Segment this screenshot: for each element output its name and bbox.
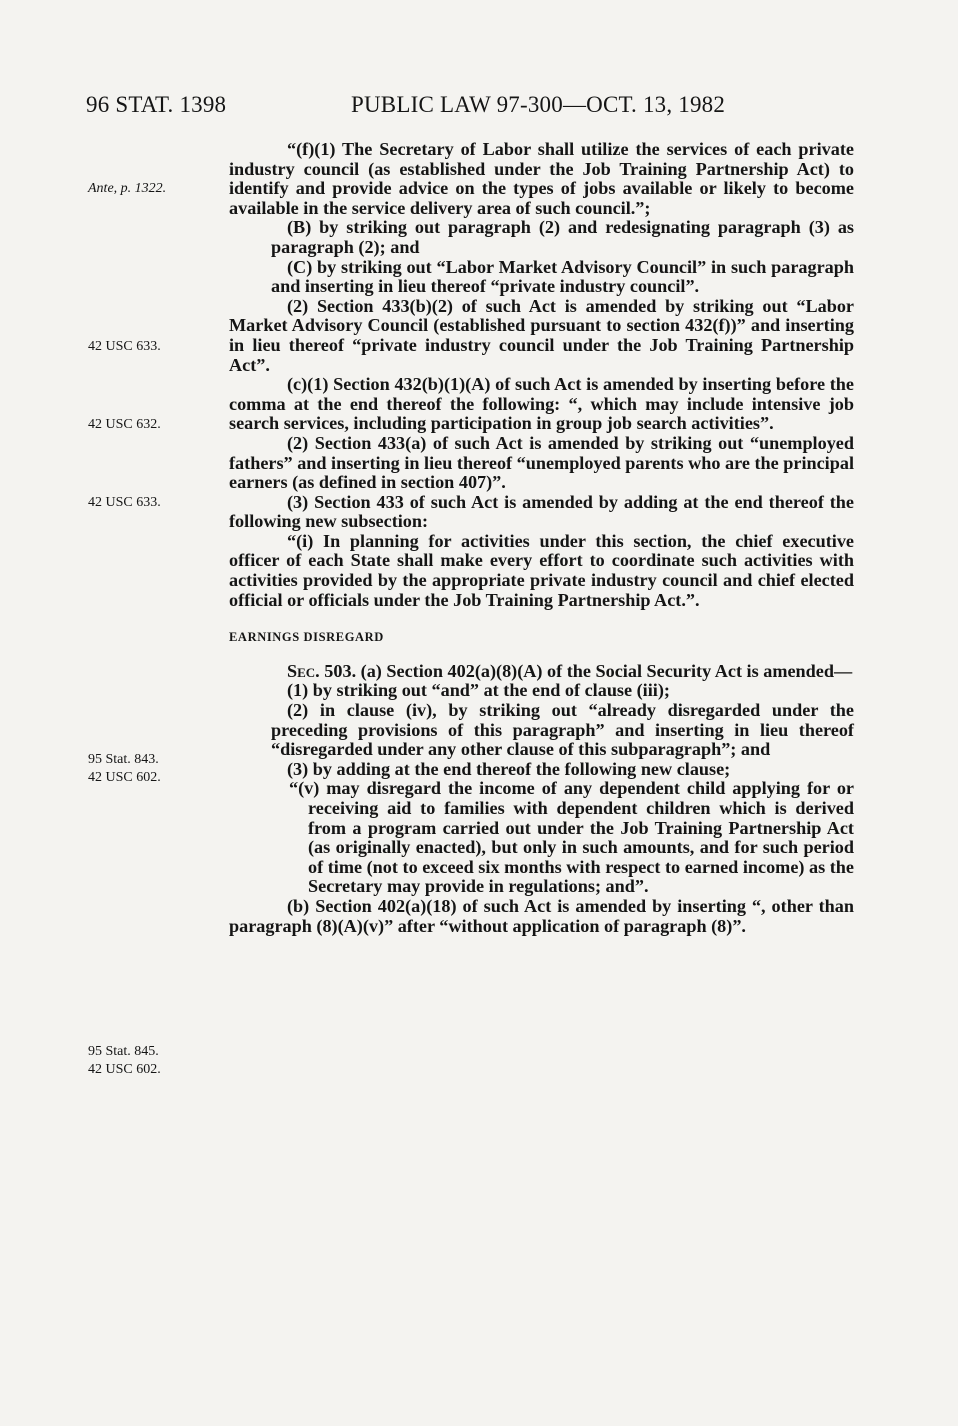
paragraph: (3) Section 433 of such Act is amended by adding at the end thereof the following new subsection: bbox=[229, 491, 854, 532]
paragraph bbox=[229, 662, 854, 682]
paragraph: (2) Section 433(a) of such Act is amended by striking out “unemployed fathers” and inserting in lieu thereof “unemployed parents who are the principal earners (as defined in section 407)”. bbox=[229, 432, 854, 493]
margin-note: Ante, p. 1322. bbox=[88, 181, 167, 196]
stat-page-number: 96 STAT. 1398 bbox=[86, 92, 227, 117]
section-label: Sec. bbox=[287, 660, 320, 681]
public-law-title: PUBLIC LAW 97-300—OCT. 13, 1982 bbox=[351, 92, 726, 117]
statute-text bbox=[229, 140, 854, 936]
margin-note: 95 Stat. 843. bbox=[88, 752, 159, 767]
margin-note: 95 Stat. 845. bbox=[88, 1044, 159, 1059]
paragraph: (3) by adding at the end thereof the following new clause; bbox=[287, 758, 731, 779]
paragraph-text: 503. (a) Section 402(a)(8)(A) of the Social Security Act is amended— bbox=[324, 660, 853, 681]
paragraph: (b) Section 402(a)(18) of such Act is amended by inserting “, other than paragraph (8)(A)(v)” after “without application of paragraph (8)”. bbox=[229, 895, 854, 936]
paragraph: (C) by striking out “Labor Market Advisory Council” in such paragraph and inserting in lieu thereof “private industry council”. bbox=[271, 256, 854, 297]
margin-note: 42 USC 602. bbox=[88, 1062, 161, 1077]
margin-note: 42 USC 633. bbox=[88, 339, 161, 354]
paragraph: “(v) may disregard the income of any dependent child applying for or receiving aid to families with dependent children which is derived from a program carried out under the Job Training Partnership Act (as originally enacted), but only in such amounts, and for such period of time (not to exceed six months with respect to earned income) as the Secretary may provide in regulations; and”. bbox=[289, 778, 854, 897]
margin-note: 42 USC 633. bbox=[88, 495, 161, 510]
paragraph: (B) by striking out paragraph (2) and redesignating paragraph (3) as paragraph (2); and bbox=[271, 217, 854, 257]
paragraph: (1) by striking out “and” at the end of clause (iii); bbox=[287, 680, 670, 701]
paragraph: “(i) In planning for activities under this section, the chief executive officer of each State shall make every effort to coordinate such activities with activities provided by the appropriate private industry council and chief elected official or officials under the Job Training Partnership Act.”. bbox=[229, 530, 854, 610]
paragraph: (2) in clause (iv), by striking out “already disregarded under the preceding provisions of this paragraph” and inserting in lieu thereof “disregarded under any other clause of this subparagraph”; and bbox=[271, 700, 854, 760]
section-heading: EARNINGS DISREGARD bbox=[229, 630, 384, 645]
margin-note: 42 USC 632. bbox=[88, 417, 161, 432]
paragraph: (c)(1) Section 432(b)(1)(A) of such Act is amended by inserting before the comma at the end thereof the following: “, which may include intensive job search services, including participation in group job search activities”. bbox=[229, 374, 854, 434]
margin-note: 42 USC 602. bbox=[88, 770, 161, 785]
paragraph: “(f)(1) The Secretary of Labor shall utilize the services of each private industry council (as established under the Job Training Partnership Act) to identify and provide advice on the types of jobs available or likely to become available in the service delivery area of such council.”; bbox=[229, 139, 854, 218]
paragraph: (2) Section 433(b)(2) of such Act is amended by striking out “Labor Market Advisory Council (established pursuant to section 432(f))” and inserting in lieu thereof “private industry council under the Job Training Partnership Act”. bbox=[229, 295, 854, 375]
